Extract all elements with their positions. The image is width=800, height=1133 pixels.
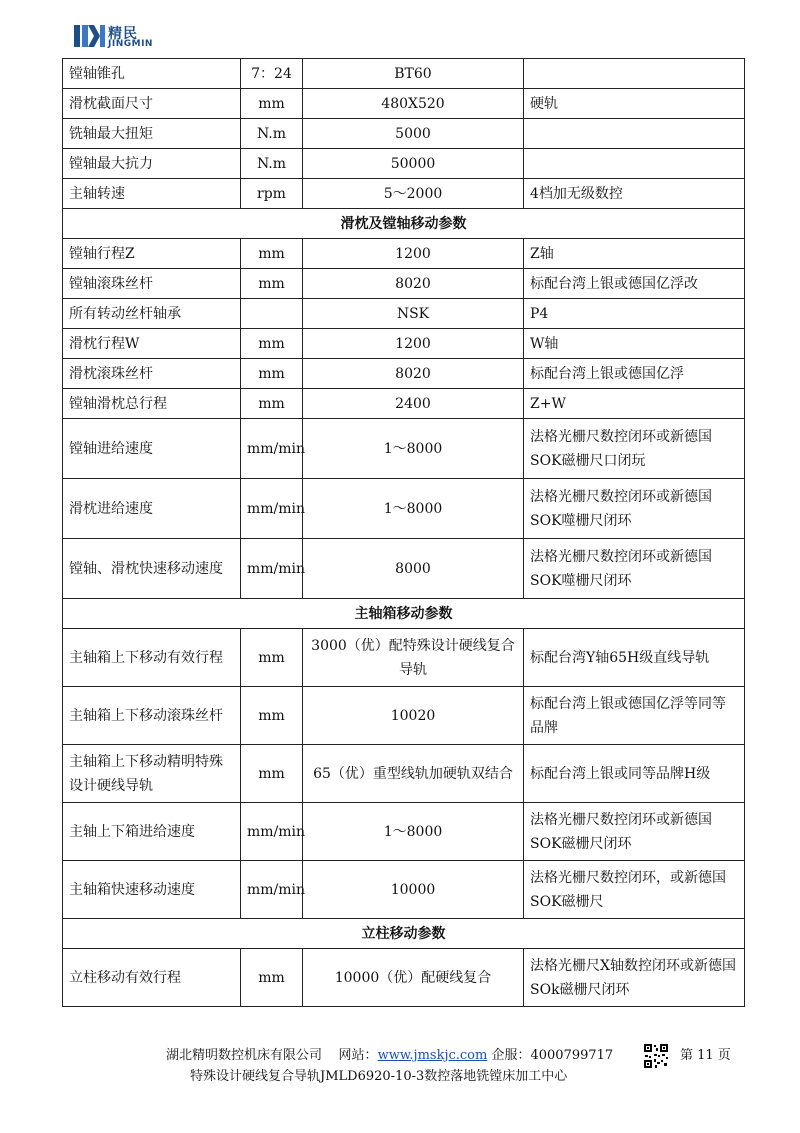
param-name-cell: 主轴箱上下移动有效行程 (63, 629, 241, 687)
param-name-cell: 主轴箱上下移动精明特殊设计硬线导轨 (63, 745, 241, 803)
unit-cell: mm/min (241, 803, 303, 861)
value-cell: 10020 (303, 687, 524, 745)
table-row (63, 119, 745, 149)
section-title: 主轴箱移动参数 (63, 599, 745, 629)
note-cell: W轴 (524, 329, 745, 359)
unit-cell: N.m (241, 119, 303, 149)
value-cell: 5000 (303, 119, 524, 149)
param-name-cell: 滑枕进给速度 (63, 479, 241, 539)
param-name-cell: 镗轴、滑枕快速移动速度 (63, 539, 241, 599)
param-name-cell: 主轴箱上下移动滚珠丝杆 (63, 687, 241, 745)
unit-cell: mm/min (241, 861, 303, 919)
footer-product-line: 特殊设计硬线复合导轨JMLD6920-10-3数控落地铣镗床加工中心 (190, 1069, 568, 1084)
param-name-cell: 镗轴锥孔 (63, 59, 241, 89)
unit-cell: mm (241, 269, 303, 299)
value-cell: 480X520 (303, 89, 524, 119)
value-cell: 8000 (303, 539, 524, 599)
table-row (63, 329, 745, 359)
section-header-row (63, 919, 745, 949)
spec-table (62, 58, 745, 1007)
table-row (63, 949, 745, 1007)
unit-cell: N.m (241, 149, 303, 179)
param-name-cell: 主轴转速 (63, 179, 241, 209)
note-cell (524, 119, 745, 149)
unit-cell: mm (241, 359, 303, 389)
section-title: 滑枕及镗轴移动参数 (63, 209, 745, 239)
table-row (63, 239, 745, 269)
param-name-cell: 所有转动丝杆轴承 (63, 299, 241, 329)
unit-cell: mm (241, 389, 303, 419)
note-cell: Z+W (524, 389, 745, 419)
value-cell: 5～2000 (303, 179, 524, 209)
note-cell: 法格光栅尺数控闭环，或新德国SOK磁栅尺 (524, 861, 745, 919)
param-name-cell: 滑枕截面尺寸 (63, 89, 241, 119)
value-cell: 3000（优）配特殊设计硬线复合导轨 (303, 629, 524, 687)
value-cell: 10000 (303, 861, 524, 919)
page-number: 第 11 页 (680, 1048, 731, 1063)
unit-cell (241, 299, 303, 329)
note-cell: 法格光栅尺X轴数控闭环或新德国SOk磁栅尺闭环 (524, 949, 745, 1007)
note-cell: P4 (524, 299, 745, 329)
value-cell: 1200 (303, 329, 524, 359)
value-cell: 10000（优）配硬线复合 (303, 949, 524, 1007)
value-cell: NSK (303, 299, 524, 329)
note-cell: 法格光栅尺数控闭环或新德国SOK噬栅尺闭环 (524, 539, 745, 599)
value-cell: 65（优）重型线轨加硬轨双结合 (303, 745, 524, 803)
unit-cell: 7：24 (241, 59, 303, 89)
footer-company: 湖北精明数控机床有限公司 (166, 1048, 323, 1063)
table-row (63, 419, 745, 479)
value-cell: 2400 (303, 389, 524, 419)
param-name-cell: 主轴上下箱进给速度 (63, 803, 241, 861)
table-row (63, 179, 745, 209)
table-row (63, 479, 745, 539)
unit-cell: mm (241, 949, 303, 1007)
logo-english-text: JINGMIN (108, 39, 153, 49)
param-name-cell: 镗轴最大抗力 (63, 149, 241, 179)
value-cell: 1～8000 (303, 479, 524, 539)
note-cell: 标配台湾Y轴65H级直线导轨 (524, 629, 745, 687)
section-header-row (63, 599, 745, 629)
table-row (63, 861, 745, 919)
param-name-cell: 镗轴进给速度 (63, 419, 241, 479)
value-cell: 1200 (303, 239, 524, 269)
spec-table-body (63, 59, 745, 1007)
logo-chinese-text: 精民 (108, 26, 138, 42)
note-cell (524, 59, 745, 89)
unit-cell: mm (241, 89, 303, 119)
param-name-cell: 立柱移动有效行程 (63, 949, 241, 1007)
table-row (63, 687, 745, 745)
footer-contact-line (166, 1044, 613, 1063)
footer-website-link[interactable]: www.jmskjc.com (377, 1048, 488, 1063)
note-cell: 硬轨 (524, 89, 745, 119)
note-cell: 法格光栅尺数控闭环或新德国SOK噬栅尺闭环 (524, 479, 745, 539)
note-cell: 法格光栅尺数控闭环或新德国SOK磁栅尺闭环 (524, 803, 745, 861)
table-row (63, 629, 745, 687)
table-row (63, 269, 745, 299)
unit-cell: mm (241, 629, 303, 687)
unit-cell: mm/min (241, 539, 303, 599)
section-header-row (63, 209, 745, 239)
table-row (63, 59, 745, 89)
param-name-cell: 镗轴滚珠丝杆 (63, 269, 241, 299)
unit-cell: rpm (241, 179, 303, 209)
note-cell: 4档加无级数控 (524, 179, 745, 209)
table-row (63, 803, 745, 861)
param-name-cell: 镗轴滑枕总行程 (63, 389, 241, 419)
table-row (63, 389, 745, 419)
footer-qq-label: 企服： (491, 1048, 531, 1063)
value-cell: 1～8000 (303, 803, 524, 861)
table-row (63, 89, 745, 119)
company-logo (72, 22, 182, 52)
table-row (63, 539, 745, 599)
unit-cell: mm (241, 687, 303, 745)
qr-code-icon (643, 1043, 669, 1069)
unit-cell: mm/min (241, 479, 303, 539)
param-name-cell: 铣轴最大扭矩 (63, 119, 241, 149)
value-cell: BT60 (303, 59, 524, 89)
unit-cell: mm (241, 329, 303, 359)
param-name-cell: 镗轴行程Z (63, 239, 241, 269)
value-cell: 8020 (303, 269, 524, 299)
note-cell: 标配台湾上银或德国亿浮改 (524, 269, 745, 299)
value-cell: 8020 (303, 359, 524, 389)
footer-qq-number: 4000799717 (530, 1048, 614, 1063)
param-name-cell: 主轴箱快速移动速度 (63, 861, 241, 919)
note-cell (524, 149, 745, 179)
unit-cell: mm/min (241, 419, 303, 479)
value-cell: 50000 (303, 149, 524, 179)
note-cell: 标配台湾上银或德国亿浮等同等品牌 (524, 687, 745, 745)
table-row (63, 359, 745, 389)
note-cell: Z轴 (524, 239, 745, 269)
table-row (63, 745, 745, 803)
param-name-cell: 滑枕滚珠丝杆 (63, 359, 241, 389)
param-name-cell: 滑枕行程W (63, 329, 241, 359)
note-cell: 法格光栅尺数控闭环或新德国SOK磁栅尺口闭玩 (524, 419, 745, 479)
table-row (63, 149, 745, 179)
note-cell: 标配台湾上银或同等品牌H级 (524, 745, 745, 803)
table-row (63, 299, 745, 329)
unit-cell: mm (241, 745, 303, 803)
note-cell: 标配台湾上银或德国亿浮 (524, 359, 745, 389)
footer-site-label: 网站： (338, 1048, 378, 1063)
value-cell: 1～8000 (303, 419, 524, 479)
section-title: 立柱移动参数 (63, 919, 745, 949)
jingmin-logo-icon (72, 22, 106, 50)
unit-cell: mm (241, 239, 303, 269)
